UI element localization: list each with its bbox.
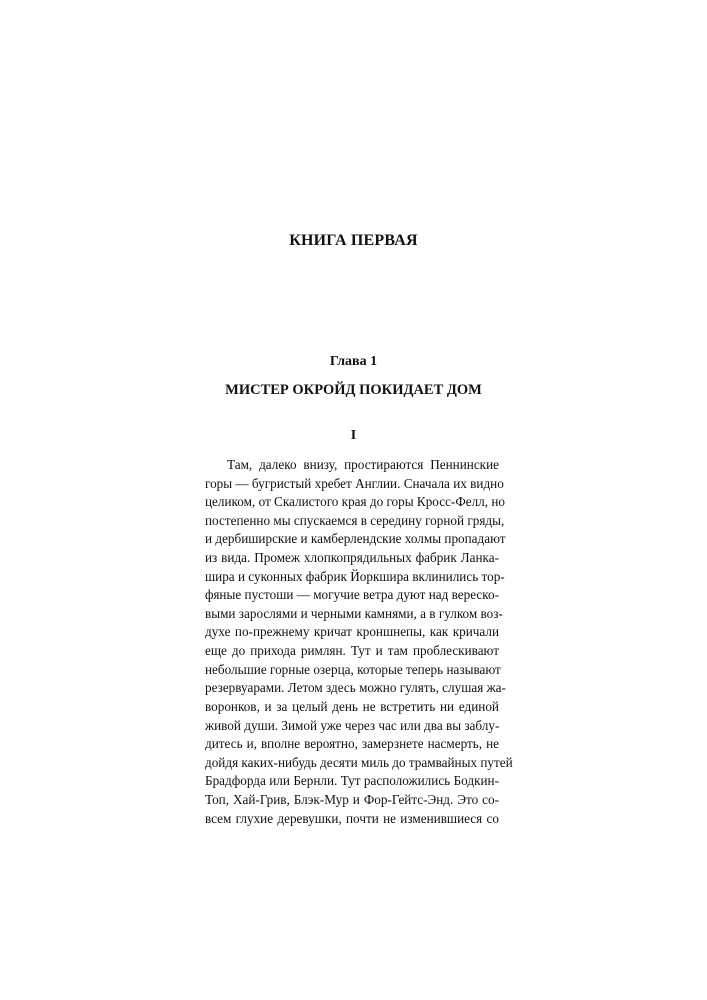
chapter-title: МИСТЕР ОКРОЙД ПОКИДАЕТ ДОМ — [225, 382, 482, 398]
text-line: всем глухие деревушки, почти не изменившиеся со — [205, 810, 499, 826]
chapter-number: Глава 1 — [329, 354, 378, 369]
text-line: еще до прихода римлян. Тут и там проблескивают — [205, 643, 499, 659]
text-line: выми зарослями и черными камнями, а в гулком воз- — [205, 605, 503, 621]
book-title: КНИГА ПЕРВАЯ — [289, 232, 418, 249]
text-line: и дербиширские и камберлендские холмы пропадают — [205, 531, 506, 547]
text-line: воронков, и за целый день не встретить ни единой — [205, 698, 499, 714]
text-line: живой души. Зимой уже через час или два вы заблу- — [205, 717, 500, 733]
text-line: Брадфорда или Бернли. Тут расположились Бодкин- — [205, 773, 499, 789]
text-line: фяные пустоши — могучие ветра дуют над вереско- — [205, 587, 499, 603]
text-line: резервуарами. Летом здесь можно гулять, слушая жа- — [205, 680, 506, 696]
text-line: духе по-прежнему кричат кроншнепы, как кричали — [205, 624, 499, 640]
text-line: шира и суконных фабрик Йоркшира вклинились тор- — [205, 568, 505, 584]
text-line: дойдя каких-нибудь десяти миль до трамвайных путей — [205, 754, 513, 770]
section-number: I — [350, 428, 357, 443]
body-text — [205, 456, 513, 828]
text-line: дитесь и, вполне вероятно, замерзнете насмерть, не — [205, 736, 499, 752]
text-line: горы — бугристый хребет Англии. Сначала их видно — [205, 475, 504, 491]
text-line: Там, далеко внизу, простираются Пеннинские — [227, 457, 499, 472]
text-line: Топ, Хай-Грив, Блэк-Мур и Фор-Гейтс-Энд. Это со- — [205, 791, 499, 807]
text-line: из вида. Промеж хлопкопрядильных фабрик Ланка- — [205, 550, 499, 566]
text-line: небольшие горные озерца, которые теперь называют — [205, 661, 501, 677]
text-line: постепенно мы спускаемся в середину горной гряды, — [205, 512, 505, 528]
text-line: целиком, от Скалистого края до горы Кросс-Фелл, но — [205, 494, 505, 510]
